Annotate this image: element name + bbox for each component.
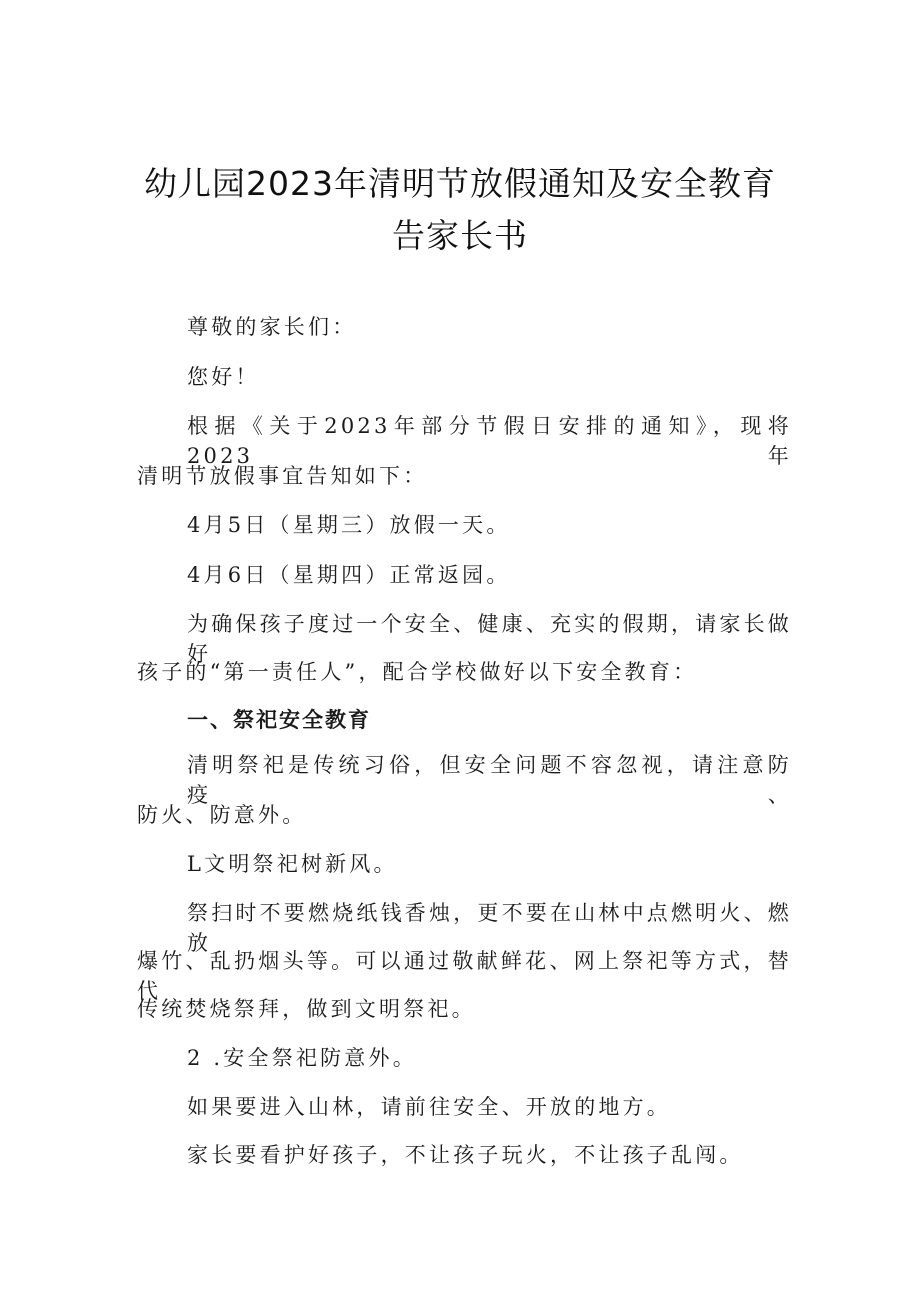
holiday-date: 4月5日（星期三）放假一天。 [187,513,511,537]
section-1-line-1: 清明祭祀是传统习俗，但安全问题不容忽视，请注意防疫、 [187,753,792,807]
intro-line-1: 根据《关于2023年部分节假日安排的通知》，现将2023年 [187,414,792,468]
ensure-line-1: 为确保孩子度过一个安全、健康、充实的假期，请家长做好 [187,612,792,666]
section-1-line-2: 防火、防意外。 [137,803,307,827]
document-title-line-2: 告家长书 [392,216,528,255]
ensure-line-2: 孩子的“第一责任人”，配合学校做好以下安全教育： [137,660,698,684]
item-1-line-1: 祭扫时不要燃烧纸钱香烛，更不要在山林中点燃明火、燃放 [187,901,792,955]
item-1-line-3: 传统焚烧祭拜，做到文明祭祀。 [137,997,476,1021]
item-1-line-2: 爆竹、乱扔烟头等。可以通过敬献鲜花、网上祭祀等方式，替代 [137,949,792,1003]
item-2-line-2: 家长要看护好孩子，不让孩子玩火，不让孩子乱闯。 [187,1143,744,1167]
greeting: 您好！ [187,365,260,389]
item-2-title: 2 .安全祭祀防意外。 [187,1046,417,1070]
item-1-title: L文明祭祀树新风。 [187,852,398,876]
return-date: 4月6日（星期四）正常返园。 [187,563,511,587]
section-1-heading: 一、祭祀安全教育 [187,708,371,732]
document-title-line-1: 幼儿园2023年清明节放假通知及安全教育 [144,164,776,203]
item-2-line-1: 如果要进入山林，请前往安全、开放的地方。 [187,1095,671,1119]
intro-line-2: 清明节放假事宜告知如下： [137,464,428,488]
salutation: 尊敬的家长们： [187,315,357,339]
